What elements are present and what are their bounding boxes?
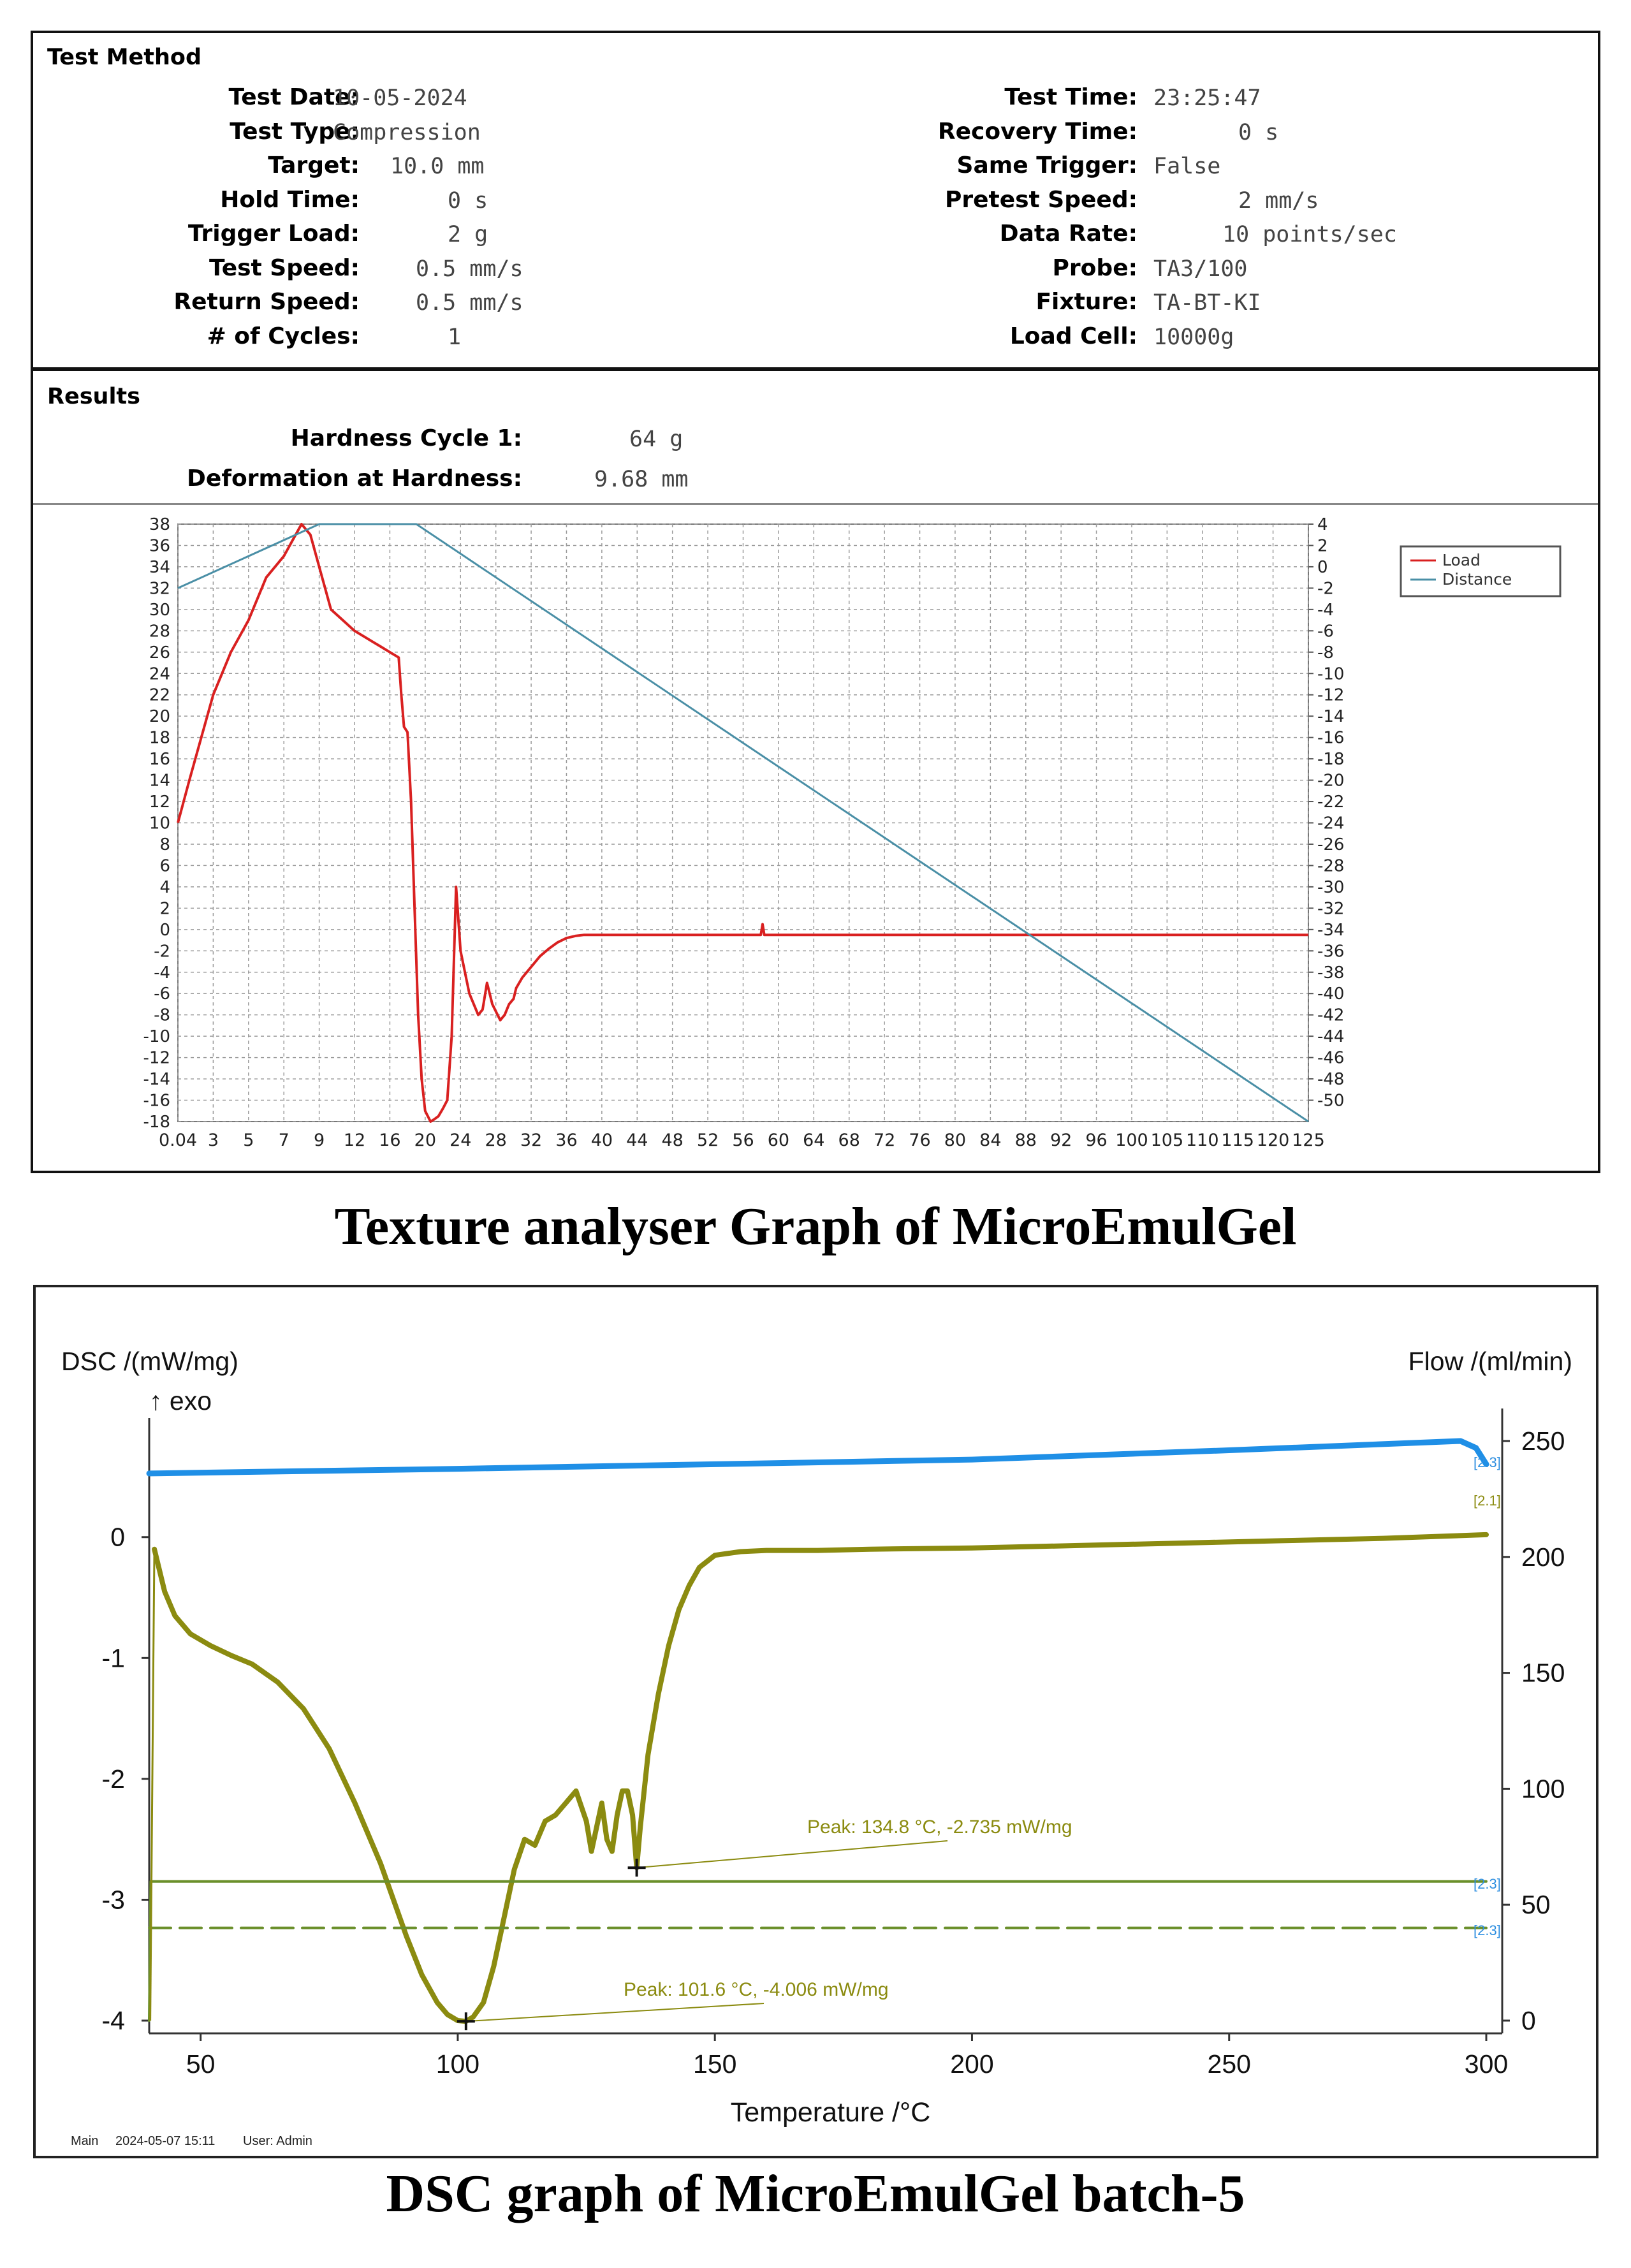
result-label: Hardness Cycle 1:: [290, 425, 522, 451]
x-tick-label: 100: [1115, 1130, 1148, 1150]
y-right-tick-label: 0: [1521, 2006, 1536, 2035]
y-left-tick-label: 30: [149, 600, 170, 620]
y-right-tick-label: -24: [1317, 814, 1345, 833]
x-tick-label: 3: [207, 1130, 219, 1150]
x-tick-label: 150: [692, 2049, 737, 2079]
curve-tag: [2.3]: [1474, 1922, 1501, 1938]
y-left-tick-label: 0: [110, 1522, 125, 1552]
param-label: Data Rate:: [999, 221, 1137, 247]
y-left-tick-label: 4: [159, 877, 170, 897]
param-label: Test Time:: [1004, 84, 1137, 110]
y-right-tick-label: -28: [1317, 856, 1345, 876]
y-right-tick-label: -22: [1317, 793, 1345, 812]
param-value: 10000g: [1153, 324, 1234, 350]
y-left-tick-label: 36: [149, 536, 170, 556]
y-right-tick-label: -18: [1317, 750, 1345, 770]
x-tick-label: 0.04: [158, 1130, 198, 1150]
x-tick-label: 110: [1186, 1130, 1219, 1150]
y-right-tick-label: -34: [1317, 920, 1345, 940]
y-left-tick-label: -1: [101, 1643, 125, 1673]
param-label: Test Speed:: [208, 254, 360, 281]
footer-datetime: 2024-05-07 15:11: [115, 2134, 216, 2148]
exo-label: ↑ exo: [149, 1386, 212, 1416]
texture-chart: [33, 505, 1598, 1171]
x-tick-label: 52: [696, 1130, 719, 1150]
x-tick-label: 105: [1150, 1130, 1184, 1150]
y-right-tick-label: -46: [1317, 1048, 1345, 1068]
y-right-tick-label: -38: [1317, 963, 1345, 983]
y-right-tick-label: 0: [1317, 557, 1328, 577]
curve-tag: [2.1]: [1474, 1493, 1501, 1509]
peak-annotation: Peak: 101.6 °C, -4.006 mW/mg: [624, 1979, 889, 2000]
param-value: 0 s: [1238, 119, 1279, 145]
y-right-tick-label: -2: [1317, 579, 1334, 599]
param-value: False: [1153, 154, 1221, 179]
y-left-tick-label: -16: [143, 1091, 170, 1111]
x-tick-label: 88: [1014, 1130, 1037, 1150]
y-right-tick-label: -50: [1317, 1091, 1345, 1111]
x-tick-label: 48: [661, 1130, 684, 1150]
y-right-tick-label: -32: [1317, 899, 1345, 919]
legend: [1401, 546, 1560, 596]
x-tick-label: 16: [379, 1130, 401, 1150]
x-tick-label: 125: [1292, 1130, 1325, 1150]
x-tick-label: 44: [626, 1130, 648, 1150]
x-tick-label: 100: [435, 2049, 480, 2079]
y-left-tick-label: 0: [159, 920, 170, 940]
series-dsc-line: [154, 1535, 1486, 2021]
y-left-tick-label: 38: [149, 515, 170, 534]
param-value: 0 s: [448, 187, 488, 214]
x-tick-label: 76: [909, 1130, 931, 1150]
dsc-caption: DSC graph of MicroEmulGel batch-5: [386, 2164, 1245, 2223]
footer-user: User: Admin: [243, 2134, 312, 2148]
y-right-tick-label: -36: [1317, 942, 1345, 962]
param-value: 1: [448, 324, 462, 350]
peak-annotation: Peak: 134.8 °C, -2.735 mW/mg: [807, 1817, 1072, 1838]
y-left-tick-label: -18: [143, 1113, 170, 1132]
x-tick-label: 7: [278, 1130, 289, 1150]
y-right-tick-label: 150: [1521, 1658, 1565, 1688]
y-left-tick-label: -8: [154, 1006, 170, 1025]
curve-tag: [2.3]: [1474, 1876, 1501, 1892]
y-left-tick-label: 16: [149, 750, 170, 770]
y-left-tick-label: 32: [149, 579, 170, 599]
peak-leader: [466, 2003, 764, 2021]
y-left-tick-label: 2: [159, 899, 170, 919]
x-tick-label: 40: [590, 1130, 613, 1150]
y-right-tick-label: 250: [1521, 1426, 1565, 1456]
param-value: 0.5 mm/s: [416, 256, 523, 282]
param-value: TA-BT-KI: [1153, 290, 1261, 316]
y-right-tick-label: -44: [1317, 1027, 1345, 1047]
x-tick-label: 92: [1050, 1130, 1072, 1150]
dsc-chart: [36, 1287, 1596, 2156]
y-right-tick-label: 2: [1317, 536, 1328, 556]
param-value: 2 mm/s: [1238, 187, 1319, 214]
y-left-tick-label: -2: [154, 942, 170, 962]
param-label: Hold Time:: [220, 186, 360, 213]
y-right-tick-label: 4: [1317, 515, 1328, 534]
x-tick-label: 84: [979, 1130, 1002, 1150]
y-right-tick-label: 50: [1521, 1890, 1551, 1920]
param-label: Same Trigger:: [956, 152, 1137, 179]
y-right-tick-label: -6: [1317, 622, 1334, 641]
y-left-tick-label: 6: [159, 856, 170, 876]
x-tick-label: 56: [732, 1130, 754, 1150]
y-left-tick-label: 26: [149, 643, 170, 662]
x-tick-label: 60: [767, 1130, 790, 1150]
test-method-section: [33, 33, 1598, 371]
param-value: Compression: [333, 119, 481, 145]
param-value: 10.0 mm: [390, 154, 485, 179]
x-tick-label: 120: [1256, 1130, 1290, 1150]
x-tick-label: 50: [186, 2049, 216, 2079]
legend-label: Distance: [1442, 570, 1512, 589]
footer-main: Main: [71, 2134, 99, 2148]
y-left-tick-label: 28: [149, 622, 170, 641]
param-label: Trigger Load:: [187, 221, 360, 247]
y-right-tick-label: -26: [1317, 835, 1345, 854]
dsc-start-drop: [150, 1549, 154, 2021]
x-tick-label: 5: [243, 1130, 254, 1150]
x-tick-label: 96: [1085, 1130, 1108, 1150]
y-right-tick-label: -42: [1317, 1006, 1345, 1025]
param-value: 0.5 mm/s: [416, 290, 523, 316]
y-left-tick-label: 20: [149, 707, 170, 727]
x-tick-label: 64: [803, 1130, 825, 1150]
results-title: Results: [47, 384, 140, 409]
x-tick-label: 12: [343, 1130, 366, 1150]
peak-leader: [637, 1841, 947, 1868]
y-left-title: DSC /(mW/mg): [61, 1347, 238, 1376]
param-value: 10-05-2024: [333, 85, 467, 111]
y-right-tick-label: -12: [1317, 685, 1345, 705]
y-right-tick-label: -20: [1317, 771, 1345, 791]
param-label: Return Speed:: [173, 289, 360, 315]
result-label: Deformation at Hardness:: [187, 465, 522, 492]
y-right-tick-label: -40: [1317, 984, 1345, 1004]
param-label: Pretest Speed:: [944, 186, 1137, 213]
x-tick-label: 80: [944, 1130, 967, 1150]
y-left-tick-label: -12: [143, 1048, 170, 1068]
curve-tag: [2.3]: [1474, 1454, 1501, 1470]
result-value: 64 g: [629, 427, 684, 452]
y-right-title: Flow /(ml/min): [1408, 1347, 1572, 1376]
y-left-tick-label: 24: [149, 664, 170, 684]
y-right-tick-label: -4: [1317, 600, 1334, 620]
y-right-tick-label: 200: [1521, 1542, 1565, 1572]
x-axis-title: Temperature /°C: [730, 2097, 931, 2128]
y-right-tick-label: -30: [1317, 877, 1345, 897]
param-label: Test Type:: [230, 118, 360, 145]
y-right-tick-label: -10: [1317, 664, 1345, 684]
x-tick-label: 200: [950, 2049, 994, 2079]
param-label: Test Date:: [228, 84, 360, 110]
y-left-tick-label: 22: [149, 685, 170, 705]
param-value: 23:25:47: [1153, 85, 1261, 111]
param-value: 10 points/sec: [1222, 222, 1397, 247]
param-label: Fixture:: [1035, 289, 1137, 315]
x-tick-label: 68: [838, 1130, 860, 1150]
y-left-tick-label: -6: [154, 984, 170, 1004]
x-tick-label: 115: [1221, 1130, 1254, 1150]
test-method-title: Test Method: [47, 45, 202, 70]
param-value: 2 g: [448, 222, 488, 247]
results-section: [33, 371, 1598, 505]
x-tick-label: 300: [1464, 2049, 1509, 2079]
x-tick-label: 32: [520, 1130, 543, 1150]
texture-caption: Texture analyser Graph of MicroEmulGel: [334, 1197, 1297, 1256]
y-left-tick-label: 8: [159, 835, 170, 854]
y-left-tick-label: -4: [154, 963, 170, 983]
param-label: Recovery Time:: [937, 118, 1137, 145]
series-flow-line: [149, 1441, 1486, 1474]
x-tick-label: 9: [314, 1130, 325, 1150]
result-value: 9.68 mm: [594, 467, 689, 492]
y-right-tick-label: -48: [1317, 1070, 1345, 1090]
y-right-tick-label: 100: [1521, 1774, 1565, 1804]
param-label: Probe:: [1052, 254, 1137, 281]
y-left-tick-label: 12: [149, 793, 170, 812]
y-left-tick-label: -3: [101, 1885, 125, 1915]
y-left-tick-label: 34: [149, 557, 170, 577]
y-left-tick-label: -2: [101, 1764, 125, 1794]
dsc-panel: [33, 1285, 1598, 2158]
x-tick-label: 250: [1207, 2049, 1251, 2079]
x-tick-label: 72: [873, 1130, 896, 1150]
texture-analyser-panel: [31, 31, 1600, 1173]
y-left-tick-label: 10: [149, 814, 170, 833]
param-value: TA3/100: [1153, 256, 1248, 282]
y-right-tick-label: -8: [1317, 643, 1334, 662]
x-tick-label: 28: [485, 1130, 507, 1150]
param-label: Load Cell:: [1009, 323, 1137, 349]
param-label: Target:: [268, 152, 360, 179]
param-label: # of Cycles:: [207, 323, 360, 349]
y-left-tick-label: -10: [143, 1027, 170, 1047]
x-tick-label: 36: [555, 1130, 578, 1150]
y-left-tick-label: -14: [143, 1070, 170, 1090]
y-left-tick-label: -4: [101, 2006, 125, 2035]
x-tick-label: 20: [414, 1130, 437, 1150]
x-tick-label: 24: [450, 1130, 472, 1150]
legend-label: Load: [1442, 551, 1481, 569]
y-left-tick-label: 14: [149, 771, 170, 791]
y-right-tick-label: -14: [1317, 707, 1345, 727]
y-right-tick-label: -16: [1317, 728, 1345, 748]
y-left-tick-label: 18: [149, 728, 170, 748]
